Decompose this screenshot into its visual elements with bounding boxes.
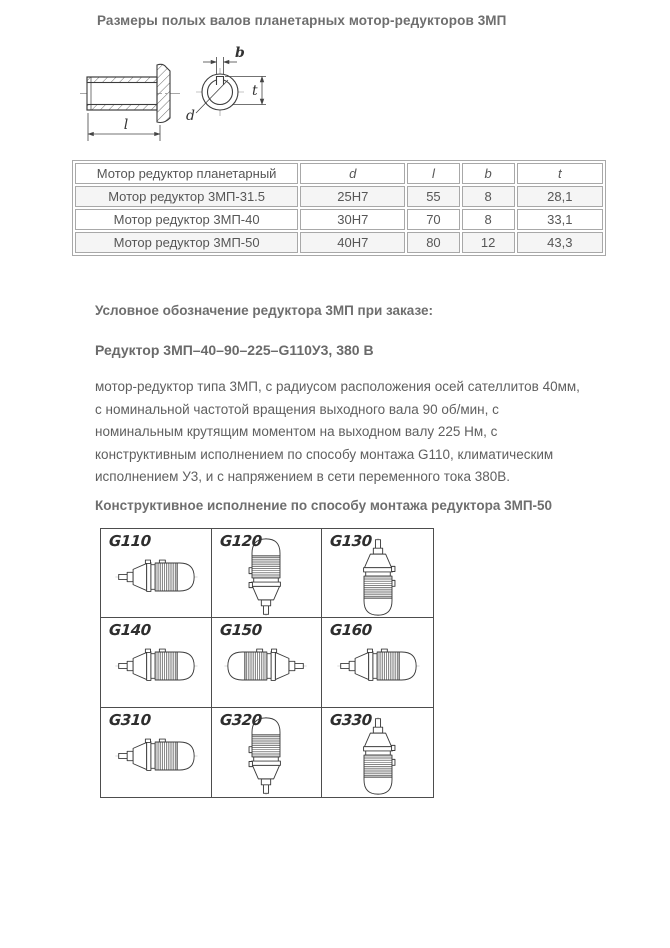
mounting-cell-g330 (322, 708, 433, 797)
mounting-variant-label: G320 (219, 710, 262, 729)
label-d: d (186, 108, 195, 124)
motor-reducer-drawing (329, 627, 427, 705)
table-cell: 8 (462, 209, 515, 230)
shaft-dimensions-table (72, 160, 606, 256)
mounting-cell-g310 (101, 708, 212, 797)
mounting-variant-label: G130 (329, 532, 373, 550)
mounting-heading: Конструктивное исполнение по способу монтажа редуктора 3МП-50 (95, 498, 553, 513)
table-header-cell: Мотор редуктор планетарный (75, 163, 298, 184)
table-header-cell: t (517, 163, 603, 184)
hollow-shaft-dimension-drawing (80, 45, 300, 150)
mounting-cell-g140 (101, 618, 212, 707)
table-cell: 25H7 (300, 186, 405, 207)
motor-reducer-drawing (107, 627, 205, 705)
table-cell: 80 (407, 232, 459, 253)
order-designation-heading: Условное обозначение редуктора 3МП при заказе: (95, 303, 434, 318)
table-cell: 8 (462, 186, 515, 207)
table-cell: Мотор редуктор 3МП-31.5 (75, 186, 298, 207)
order-description: мотор-редуктор типа 3МП, с радиусом расположения осей сателлитов 40мм, с номинальной частотой вращения выходного вала 90 об/мин, с номинальным крутящим моментом на выходном валу 225 Нм, с конструктивным исполнением по способу монтажа G110, климатическим исполнением У3, и с напряжением в сети переменного тока 380В. (95, 379, 580, 485)
motor-reducer-drawing (329, 717, 427, 795)
mounting-variant-label: G160 (329, 621, 373, 640)
mounting-variant-label: G330 (329, 710, 373, 729)
shaft-side-view (80, 64, 180, 122)
mounting-cell-g150 (212, 618, 323, 707)
table-header-cell: b (462, 163, 515, 184)
mounting-variant-label: G110 (108, 532, 152, 550)
motor-reducer-drawing (217, 717, 315, 795)
table-cell: 30H7 (300, 209, 405, 230)
table-cell: 43,3 (517, 232, 603, 253)
table-cell: 12 (462, 232, 515, 253)
mounting-variants-grid (100, 528, 434, 798)
mounting-variant-label: G150 (219, 621, 262, 640)
table-row (75, 209, 603, 230)
mounting-cell-g130 (322, 529, 433, 618)
order-designation-value: Редуктор 3МП–40–90–225–G110У3, 380 В (95, 342, 374, 358)
mounting-cell-g320 (212, 708, 323, 797)
table-cell: 33,1 (517, 209, 603, 230)
table-header-cell: l (407, 163, 459, 184)
mounting-variant-label: G140 (108, 621, 152, 640)
mounting-variant-label: G120 (219, 532, 262, 550)
mounting-cell-g160 (322, 618, 433, 707)
table-cell: Мотор редуктор 3МП-40 (75, 209, 298, 230)
shaft-section-view (196, 68, 244, 116)
table-cell: 28,1 (517, 186, 603, 207)
table-header-row (75, 163, 603, 184)
mounting-cell-g120 (212, 529, 323, 618)
motor-reducer-drawing (217, 627, 315, 705)
mounting-variant-label: G310 (108, 710, 152, 729)
table-cell: 55 (407, 186, 459, 207)
table-header-cell: d (300, 163, 405, 184)
table-cell: Мотор редуктор 3МП-50 (75, 232, 298, 253)
table-row (75, 232, 603, 253)
motor-reducer-drawing (107, 717, 205, 795)
table-cell: 40H7 (300, 232, 405, 253)
page-title: Размеры полых валов планетарных мотор-редукторов 3МП (97, 13, 507, 28)
table-row (75, 186, 603, 207)
table-cell: 70 (407, 209, 459, 230)
mounting-cell-g110 (101, 529, 212, 618)
label-b: b (235, 45, 245, 61)
label-t: t (252, 83, 258, 99)
label-l: l (123, 117, 129, 133)
